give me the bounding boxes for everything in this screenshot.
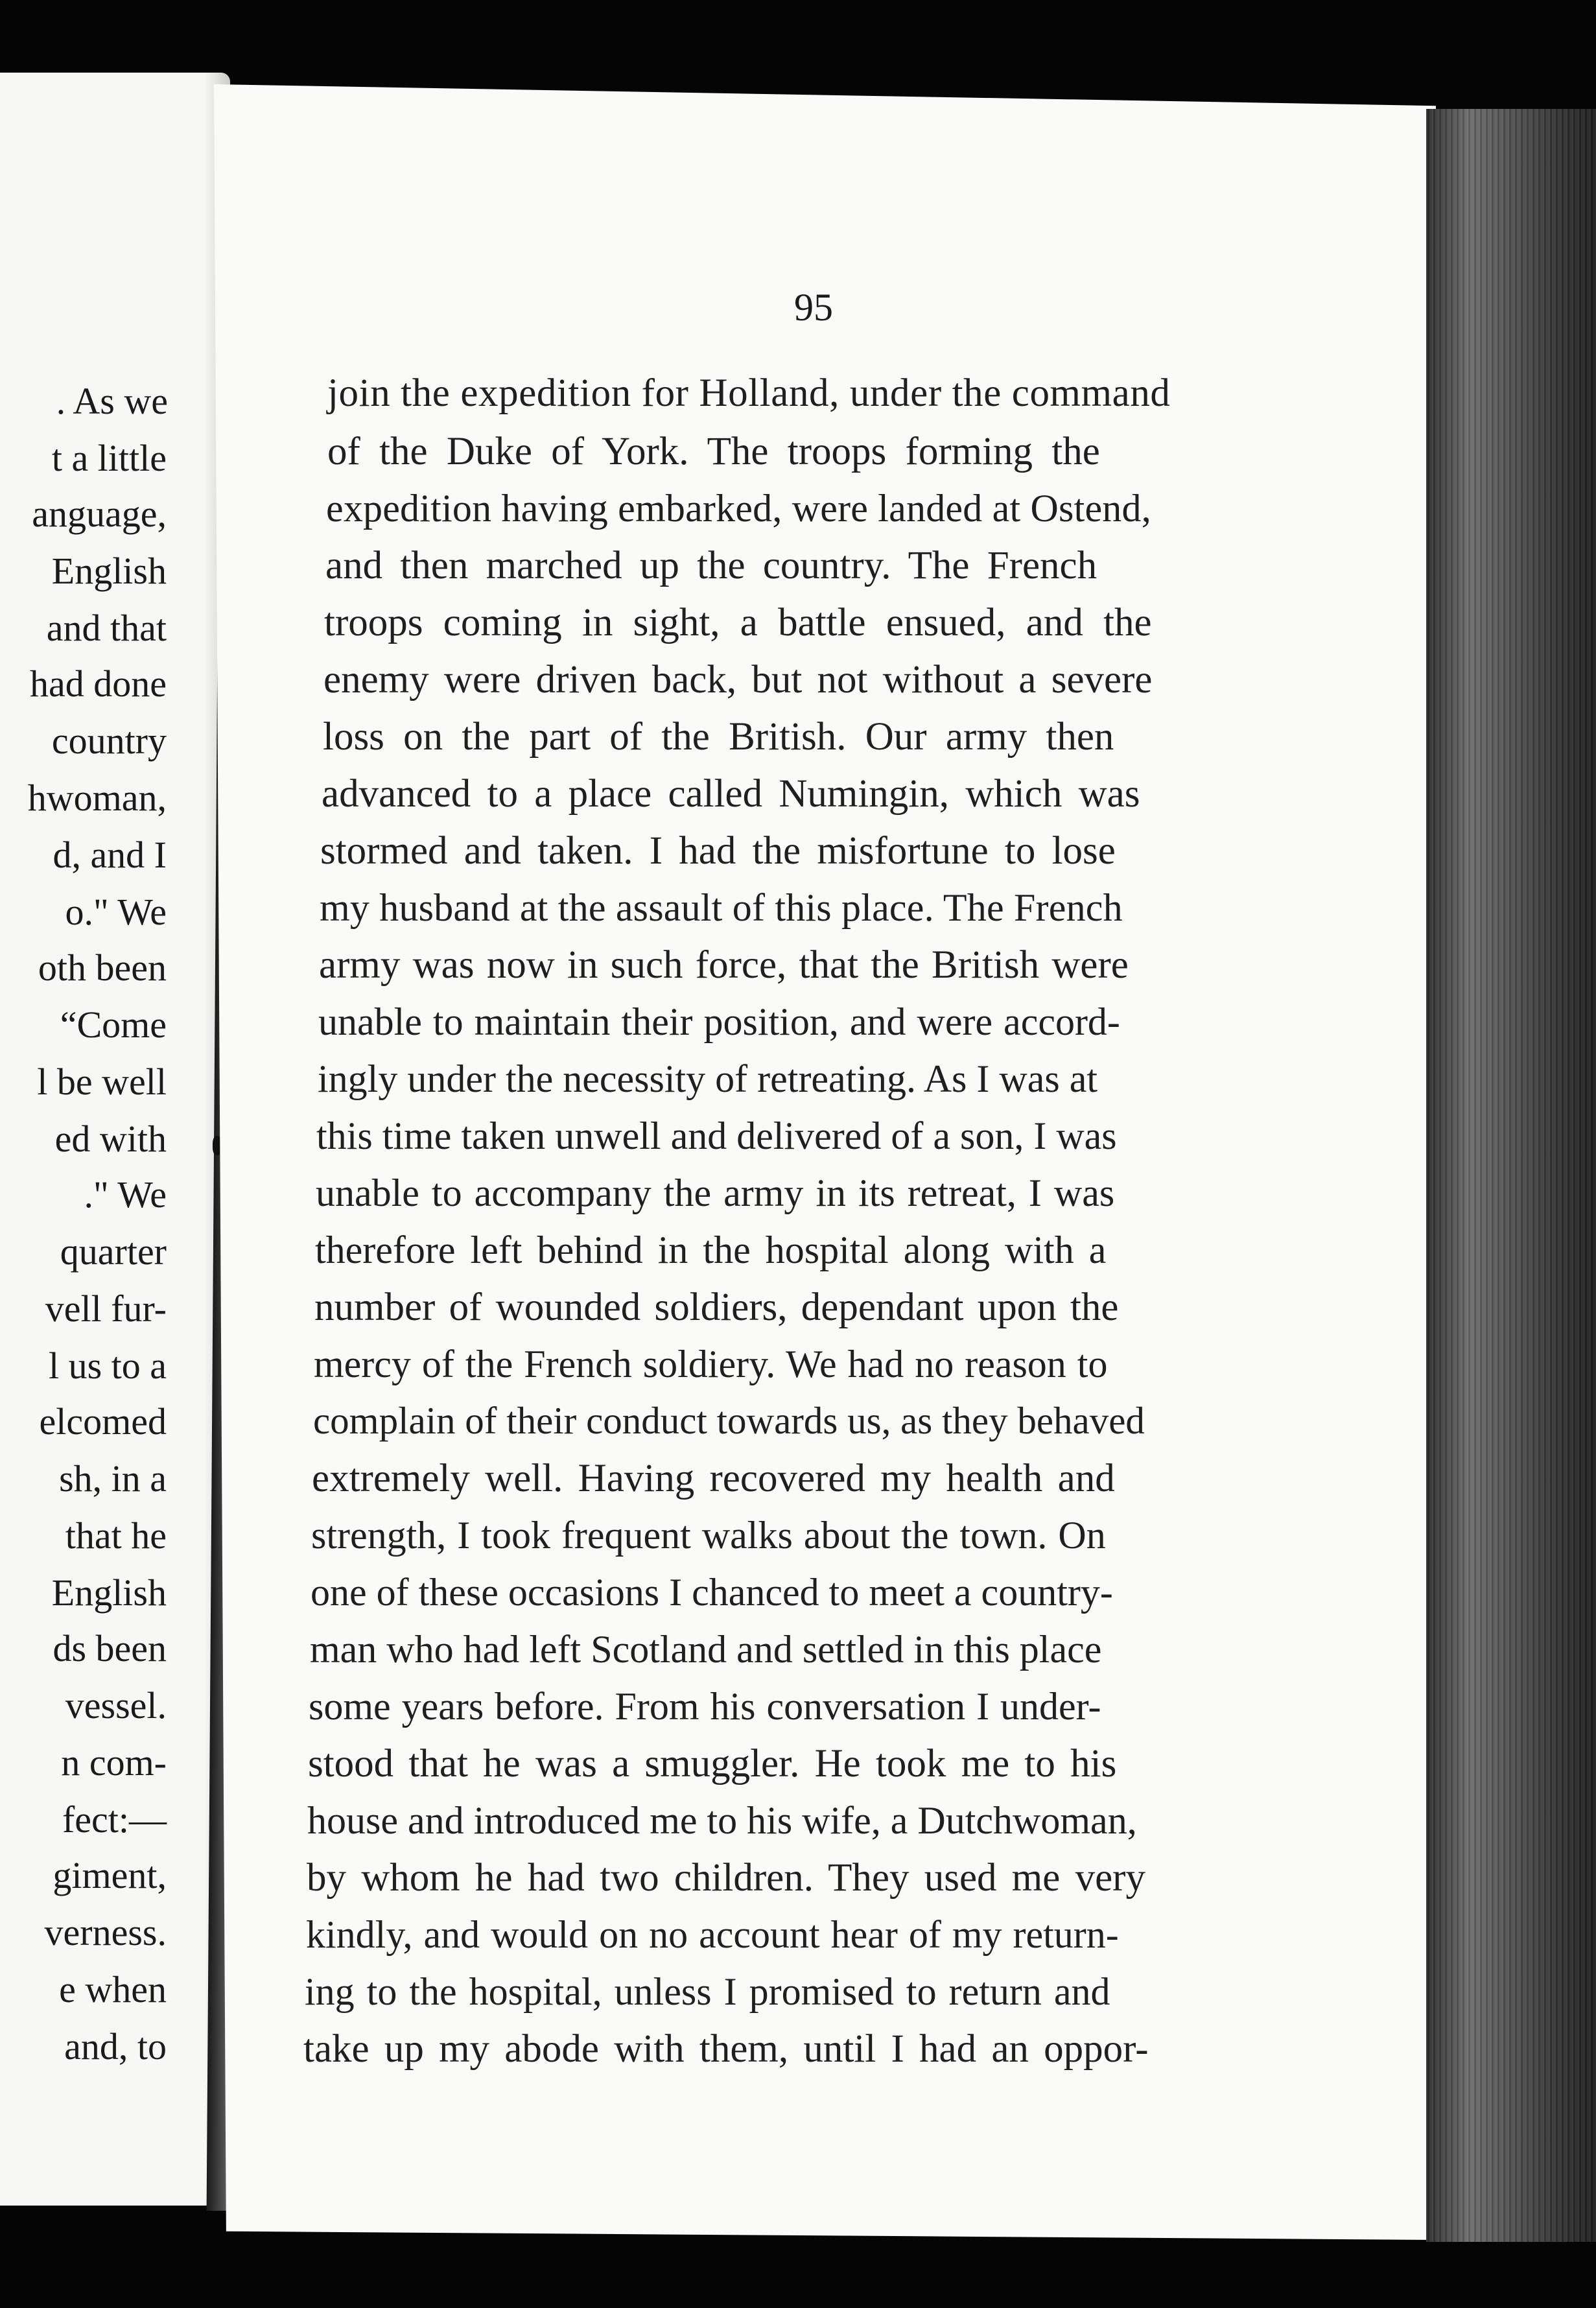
left-text-line: ds been [53, 1627, 167, 1669]
body-text-line: take up my abode with them, until I had an oppor- [303, 2027, 1149, 2071]
body-text-line: stood that he was a smuggler. He took me to his [308, 1742, 1117, 1785]
body-text-line: loss on the part of the British. Our army then [323, 715, 1114, 759]
body-text-line: my husband at the assault of this place. The French [320, 886, 1123, 929]
body-text-line: unable to accompany the army in its retreat, I was [316, 1172, 1115, 1214]
left-text-line: l be well [37, 1061, 167, 1103]
left-text-line: “Come [60, 1004, 167, 1046]
body-text-line: therefore left behind in the hospital along with a [315, 1229, 1107, 1271]
left-text-line: o." We [65, 891, 167, 933]
left-text-line: fect:— [62, 1798, 167, 1841]
body-text-line: complain of their conduct towards us, as they behaved [313, 1399, 1145, 1442]
body-text-line: stormed and taken. I had the misfortune to lose [320, 829, 1116, 873]
left-text-line: ." We [84, 1173, 167, 1216]
left-text-line: had done [30, 663, 167, 705]
left-text-line: English [51, 550, 167, 592]
body-text-line: mercy of the French soldiery. We had no reason to [314, 1343, 1108, 1385]
body-text-line: house and introduced me to his wife, a Dutchwoman, [307, 1799, 1137, 1842]
left-text-line: elcomed [39, 1400, 167, 1442]
left-text-line: anguage, [32, 493, 167, 535]
left-text-line: t a little [51, 437, 167, 479]
body-text-line: troops coming in sight, a battle ensued, and the [324, 601, 1152, 644]
body-text-line: expedition having embarked, were landed at Ostend, [326, 487, 1151, 530]
body-text-line: ingly under the necessity of retreating. As I was at [318, 1057, 1097, 1100]
body-text-line: ing to the hospital, unless I promised to return and [305, 1970, 1110, 2013]
left-text-line: n com- [61, 1741, 167, 1784]
left-text-line: sh, in a [59, 1457, 167, 1500]
left-page [0, 73, 230, 2206]
left-text-line: that he [65, 1514, 167, 1557]
left-text-line: country [51, 720, 167, 762]
page-edge-fore-edge [1426, 109, 1596, 2242]
body-text-line: kindly, and would on no account hear of my return- [306, 1913, 1119, 1956]
left-text-line: e when [59, 1968, 167, 2010]
body-text-line: by whom he had two children. They used me very [307, 1856, 1145, 1900]
left-text-line: . As we [56, 380, 168, 422]
left-text-line: English [51, 1572, 167, 1614]
left-text-line: and that [46, 607, 167, 649]
body-text-line: extremely well. Having recovered my health and [312, 1457, 1115, 1500]
left-text-line: vell fur- [45, 1288, 167, 1330]
left-text-line: and, to [64, 2025, 167, 2067]
left-text-line: quarter [60, 1231, 167, 1273]
body-text-line: of the Duke of York. The troops forming the [327, 430, 1100, 473]
left-text-line: d, and I [53, 834, 167, 876]
body-text-line: one of these occasions I chanced to meet a country- [311, 1571, 1113, 1614]
left-text-line: oth been [38, 947, 167, 989]
left-text-line: vessel. [65, 1684, 167, 1726]
body-text-line: join the expedition for Holland, under the command [327, 371, 1171, 415]
body-text-line: some years before. From his conversation I under- [309, 1685, 1101, 1728]
body-text-line: army was now in such force, that the British were [319, 943, 1129, 987]
left-text-line: hwoman, [27, 777, 167, 819]
body-text-line: this time taken unwell and delivered of a son, I was [316, 1114, 1117, 1157]
left-text-line: ed with [54, 1118, 167, 1160]
body-text-line: advanced to a place called Numingin, which was [322, 772, 1140, 816]
left-text-line: l us to a [48, 1345, 167, 1387]
body-text-line: man who had left Scotland and settled in this place [310, 1628, 1102, 1671]
page-number: 95 [794, 286, 833, 329]
body-text-line: unable to maintain their position, and were accord- [318, 1000, 1120, 1043]
body-text-line: strength, I took frequent walks about the town. On [311, 1514, 1106, 1557]
body-text-line: enemy were driven back, but not without a severe [323, 658, 1153, 701]
body-text-line: number of wounded soldiers, dependant upon the [314, 1286, 1119, 1329]
left-text-line: giment, [53, 1854, 167, 1896]
body-text-line: and then marched up the country. The French [325, 544, 1097, 587]
left-text-line: verness. [44, 1911, 167, 1953]
